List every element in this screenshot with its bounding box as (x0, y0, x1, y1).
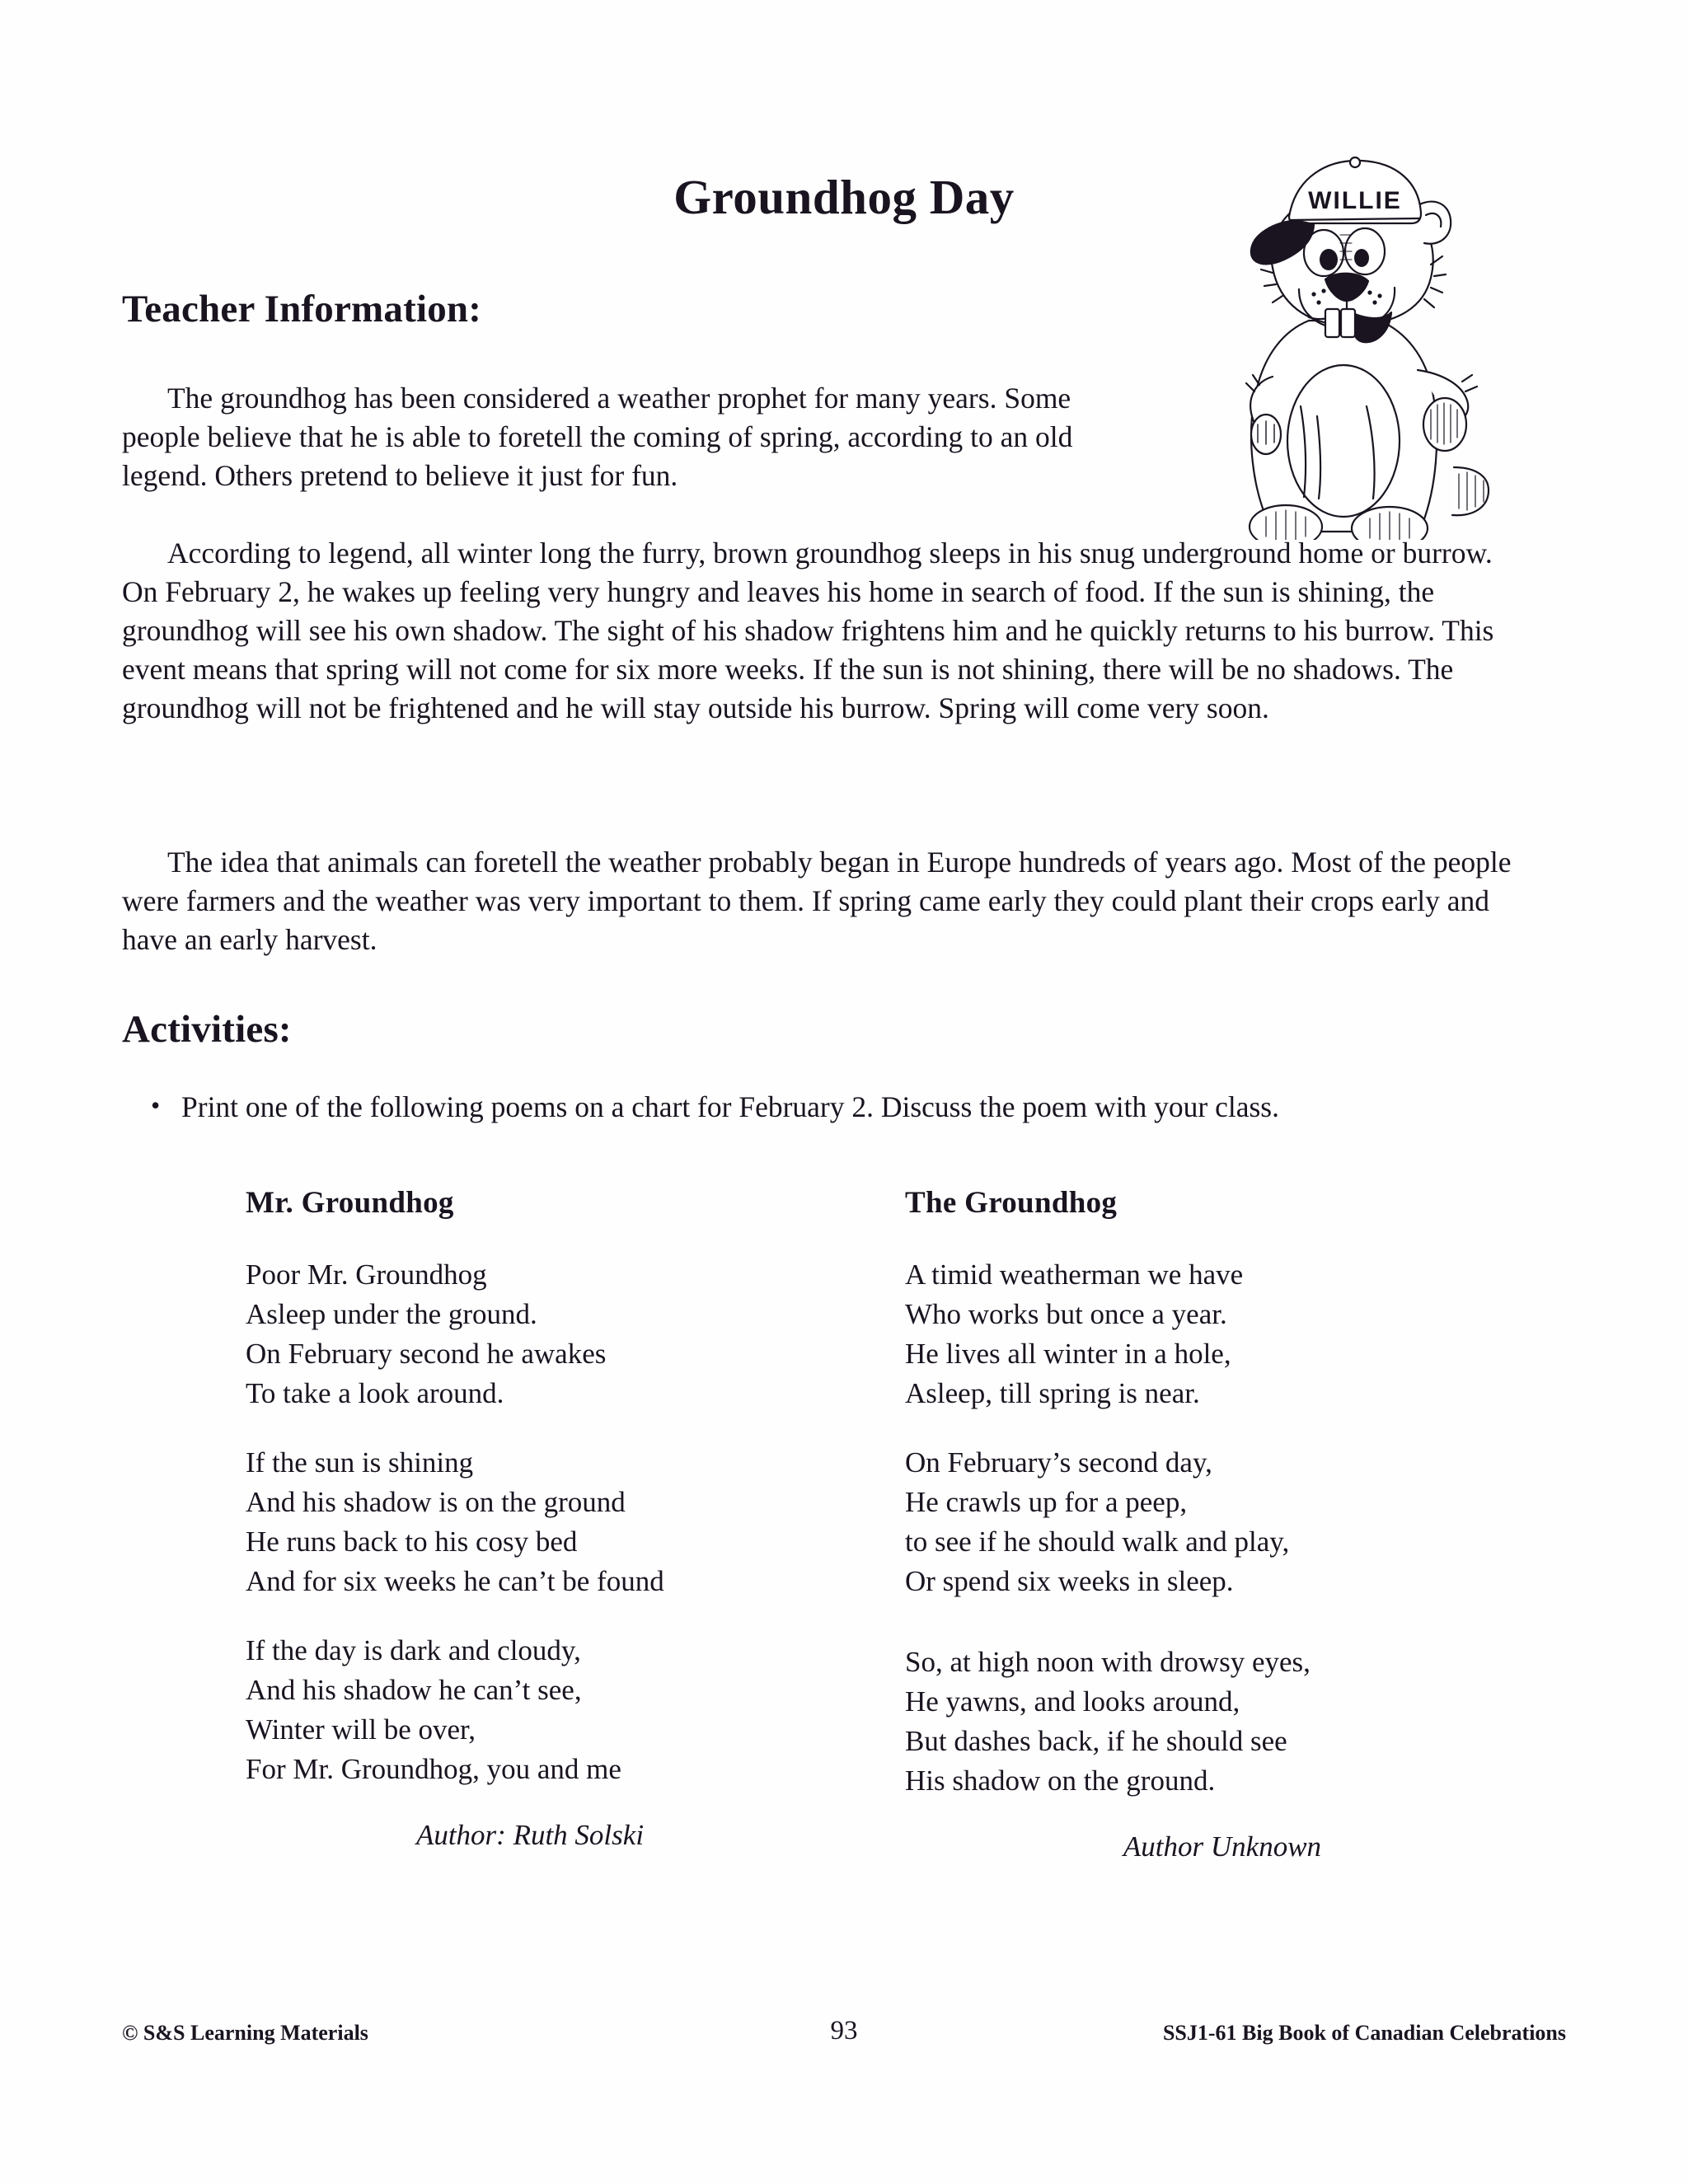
poem-the-groundhog (905, 1185, 1441, 1863)
footer-page-number: 93 (830, 2016, 858, 2046)
poem-line: If the day is dark and cloudy, (246, 1634, 581, 1666)
teacher-information-paragraph-1 (122, 379, 1152, 520)
poem-stanza (905, 1643, 1441, 1801)
poem-title: Mr. Groundhog (246, 1186, 454, 1220)
teacher-information-paragraph-3 (122, 843, 1526, 984)
poem-line: He runs back to his cosy bed (246, 1526, 578, 1558)
poem-stanza (246, 1631, 757, 1789)
poem-line: To take a look around. (246, 1377, 504, 1409)
poem-stanza (905, 1255, 1441, 1413)
teacher-information-heading: Teacher Information: (122, 288, 482, 330)
list-item: • Print one of the following poems on a chart for February 2. Discuss the poem with your class. (144, 1088, 1545, 1127)
poem-stanza (246, 1443, 757, 1601)
paragraph-text: The idea that animals can foretell the weather probably began in Europe hundreds of years ago. Most of the people were farmers and the weather was very important to them. If spring came early they could plant their crops early and have an early harvest. (122, 846, 1512, 956)
poem-mr-groundhog (246, 1185, 757, 1852)
activities-heading: Activities: (122, 1008, 292, 1051)
paragraph-text: According to legend, all winter long the furry, brown groundhog sleeps in his snug underground home or burrow. On February 2, he wakes up feeling very hungry and leaves his home in search of food. If the sun is shining, the groundhog will see his own shadow. The sight of his shadow frightens him and he quickly returns to his burrow. This event means that spring will not come for six more weeks. If the sun is not shining, there will be no shadows. The groundhog will not be frightened and he will stay outside his burrow. Spring will come very soon. (122, 537, 1494, 724)
footer-book-title: SSJ1-61 Big Book of Canadian Celebrations (1162, 2021, 1566, 2045)
poem-stanza (905, 1443, 1441, 1601)
poem-line: Who works but once a year. (905, 1298, 1227, 1330)
poem-author: Author: Ruth Solski (415, 1819, 645, 1851)
poem-line: Or spend six weeks in sleep. (905, 1565, 1234, 1597)
footer-copyright: © S&S Learning Materials (122, 2021, 368, 2045)
poem-stanza (246, 1255, 757, 1413)
poem-line: And for six weeks he can’t be found (246, 1565, 664, 1597)
page-title: Groundhog Day (673, 170, 1015, 224)
poem-line: But dashes back, if he should see (905, 1725, 1287, 1757)
poem-line: He crawls up for a peep, (905, 1486, 1188, 1518)
poem-line: Asleep, till spring is near. (905, 1377, 1200, 1409)
groundhog-illustration (1193, 144, 1490, 540)
poem-author: Author Unknown (1123, 1830, 1322, 1863)
poem-line: So, at high noon with drowsy eyes, (905, 1646, 1311, 1678)
poem-line: And his shadow is on the ground (246, 1486, 626, 1518)
poem-line: to see if he should walk and play, (905, 1526, 1290, 1558)
paragraph-text: The groundhog has been considered a weather prophet for many years. Some people believe that he is able to foretell the coming of spring, according to an old legend. Others pretend to believe it just for fun. (122, 382, 1073, 492)
poem-line: His shadow on the ground. (905, 1765, 1216, 1797)
poem-line: Poor Mr. Groundhog (246, 1258, 487, 1291)
poem-line: If the sun is shining (246, 1446, 474, 1479)
poem-line: On February second he awakes (246, 1338, 607, 1370)
poem-line: For Mr. Groundhog, you and me (246, 1753, 621, 1785)
poem-title: The Groundhog (905, 1186, 1118, 1220)
cap-text: WILLIE (1308, 187, 1402, 214)
poem-line: He yawns, and looks around, (905, 1685, 1240, 1718)
poem-line: And his shadow he can’t see, (246, 1674, 582, 1706)
poem-line: On February’s second day, (905, 1446, 1212, 1479)
poem-line: Winter will be over, (246, 1713, 476, 1746)
teacher-information-paragraph-2 (122, 534, 1526, 752)
poem-line: Asleep under the ground. (246, 1298, 537, 1330)
activities-list (144, 1088, 1545, 1127)
poem-line: A timid weatherman we have (905, 1258, 1244, 1291)
poem-line: He lives all winter in a hole, (905, 1338, 1231, 1370)
